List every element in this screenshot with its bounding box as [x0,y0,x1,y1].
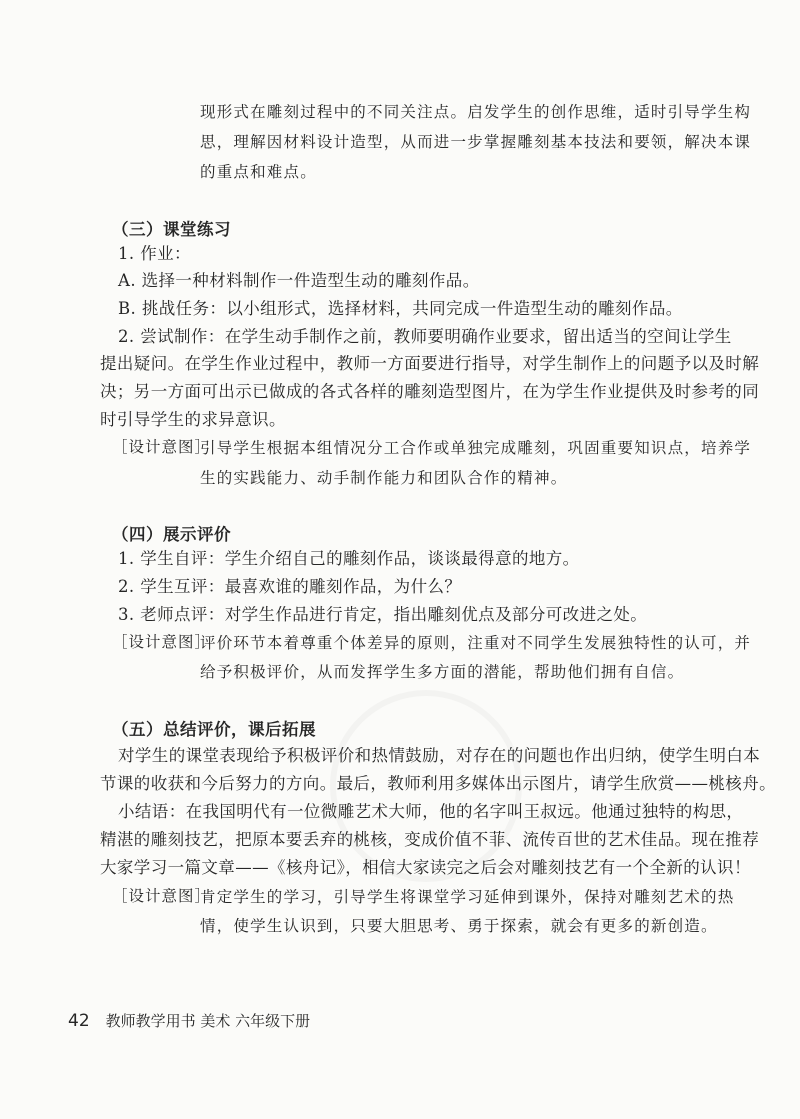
design-intent-line: 给予积极评价，从而发挥学生多方面的潜能，帮助他们拥有自信。 [200,663,685,681]
section-heading: （五）总结评价，课后拓展 [112,720,316,739]
page-footer [68,1010,310,1031]
intro-line: 的重点和难点。 [200,163,317,181]
design-intent-line: 生的实践能力、动手制作能力和团队合作的精神。 [200,469,568,487]
body-line: 3. 老师点评：对学生作品进行肯定，指出雕刻优点及部分可改进之处。 [118,605,648,624]
intro-line: 思，理解因材料设计造型，从而进一步掌握雕刻基本技法和要领，解决本课 [200,133,752,151]
intro-line: 现形式在雕刻过程中的不同关注点。启发学生的创作思维，适时引导学生构 [200,103,752,121]
design-intent-tag: ［设计意图］ [112,438,212,456]
design-intent-line: 情，使学生认识到，只要大胆思考、勇于探索，就会有更多的新创造。 [200,917,718,935]
body-line: 小结语：在我国明代有一位微雕艺术大师，他的名字叫王叔远。他通过独特的构思， [118,802,744,821]
page-number: 42 [68,1011,90,1031]
section-heading: （三）课堂练习 [112,220,231,239]
body-line: A. 选择一种材料制作一件造型生动的雕刻作品。 [118,271,480,290]
design-intent-tag: ［设计意图］ [112,887,212,905]
design-intent-line: 评价环节本着尊重个体差异的原则，注重对不同学生发展独特性的认可，并 [200,634,752,652]
body-line: 大家学习一篇文章——《核舟记》，相信大家读完之后会对雕刻技艺有一个全新的认识！ [100,858,751,877]
body-line: 2. 尝试制作：在学生动手制作之前，教师要明确作业要求，留出适当的空间让学生 [118,327,732,346]
design-intent-tag: ［设计意图］ [112,633,212,651]
book-title: 教师教学用书 美术 六年级下册 [105,1012,311,1030]
design-intent-line: 引导学生根据本组情况分工合作或单独完成雕刻，巩固重要知识点，培养学 [200,439,752,457]
body-line: B. 挑战任务：以小组形式，选择材料，共同完成一件造型生动的雕刻作品。 [118,299,683,318]
body-line: 对学生的课堂表现给予积极评价和热情鼓励，对存在的问题也作出归纳，使学生明白本 [118,746,761,765]
body-line: 精湛的雕刻技艺，把原本要丢弃的桃核，变成价值不菲、流传百世的艺术佳品。现在推荐 [100,830,760,849]
body-line: 决；另一方面可出示已做成的各式各样的雕刻造型图片，在为学生作业提供及时参考的同 [100,382,760,401]
section-heading: （四）展示评价 [112,525,231,544]
body-line: 节课的收获和今后努力的方向。最后，教师利用多媒体出示图片，请学生欣赏——桃核舟。 [100,774,776,793]
body-line: 2. 学生互评：最喜欢谁的雕刻作品，为什么？ [118,577,462,596]
body-line: 时引导学生的求异意识。 [100,410,286,429]
design-intent-line: 肯定学生的学习，引导学生将课堂学习延伸到课外，保持对雕刻艺术的热 [200,888,735,906]
body-line: 1. 学生自评：学生介绍自己的雕刻作品，谈谈最得意的地方。 [118,549,580,568]
body-line: 1. 作业： [118,244,191,263]
body-line: 提出疑问。在学生作业过程中，教师一方面要进行指导，对学生制作上的问题予以及时解 [100,354,760,373]
